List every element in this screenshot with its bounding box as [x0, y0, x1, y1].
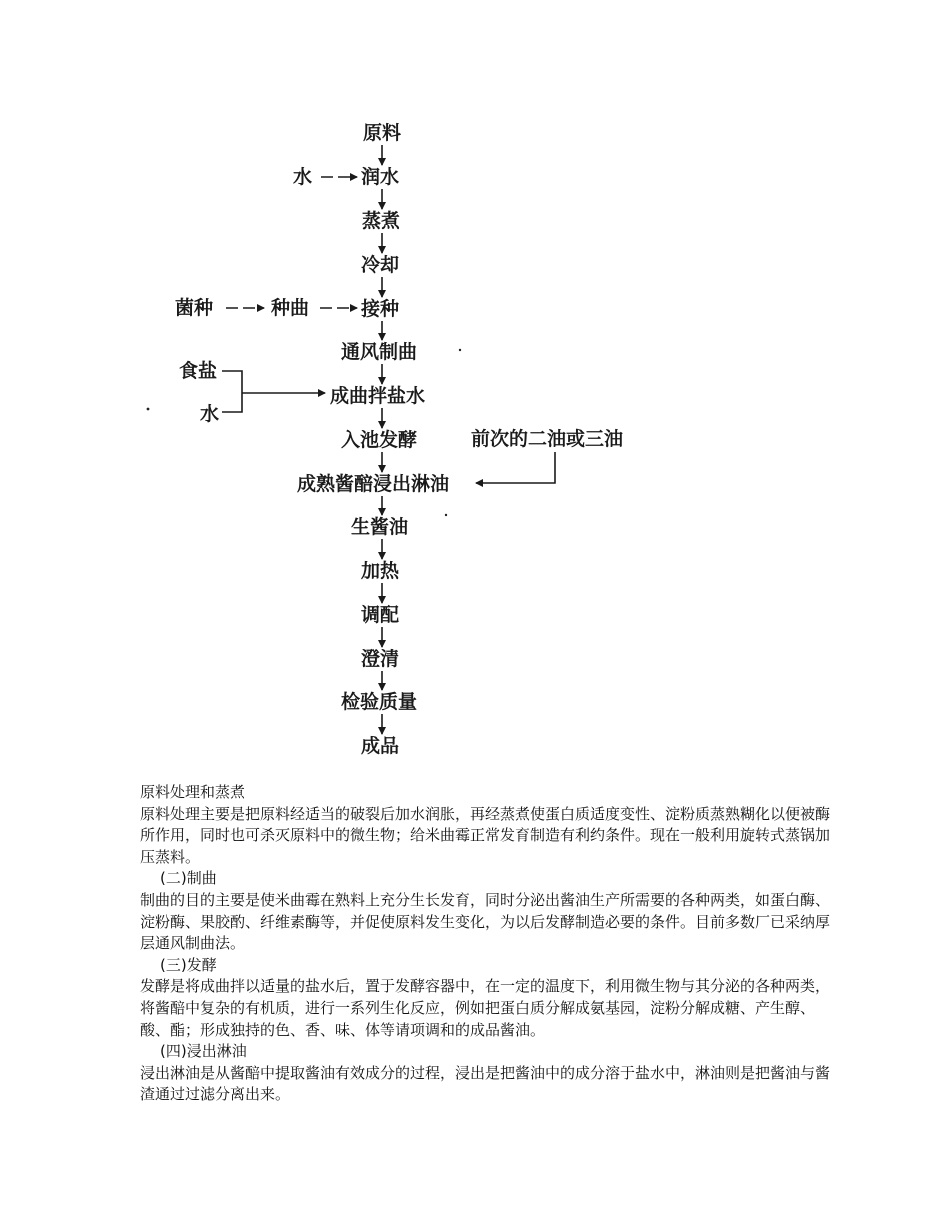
flow-node-steaming: 蒸煮 — [362, 210, 401, 232]
section-paragraph: 原料处理主要是把原料经适当的破裂后加水润胀，再经蒸煮使蛋白质适度变性、淀粉质蒸熟糊化以便被酶所作用，同时也可杀灭原料中的微生物；给米曲霉正常发育制造有利约条件。现在一般利用旋转式蒸锅加压蒸料。 — [140, 804, 831, 866]
flow-node-blending: 调配 — [361, 604, 400, 626]
section-heading: (四)浸出淋油 — [160, 1042, 247, 1061]
flow-node-heating: 加热 — [361, 560, 400, 582]
flow-input-culture: 菌种 — [175, 297, 214, 319]
flow-node-cooling: 冷却 — [361, 254, 400, 276]
section-heading: (三)发酵 — [160, 955, 217, 974]
flow-node-koji-brine-mixing: 成曲拌盐水 — [330, 385, 426, 407]
flow-node-leaching: 成熟酱醅浸出淋油 — [297, 473, 450, 495]
flow-input-seed-koji: 种曲 — [271, 297, 310, 319]
section-paragraph: 发酵是将成曲拌以适量的盐水后，置于发酵容器中，在一定的温度下，利用微生物与其分泌的各种两类，将酱醅中复杂的有机质，进行一系列生化反应，例如把蛋白质分解成氨基园，淀粉分解成糖、产生醇、酸、酯；形成独持的色、香、味、体等请项调和的成品酱油。 — [140, 977, 831, 1039]
section-paragraph: 制曲的目的主要是使米曲霉在熟料上充分生长发育，同时分泌出酱油生产所需要的各种两类，如蛋白酶、淀粉酶、果胶酌、纤维素酶等，并促使原料发生变化，为以后发酵制造必要的条件。目前多数厂已采纳厚层通风制曲法。 — [140, 890, 831, 953]
flow-input-previous-oil: 前次的二油或三油 — [471, 428, 624, 450]
flow-node-raw-material: 原料 — [363, 122, 402, 144]
flow-node-clarifying: 澄清 — [361, 648, 400, 670]
flow-input-water-2: 水 — [200, 403, 220, 425]
section-heading: (二)制曲 — [160, 869, 217, 888]
flow-node-fermentation: 入池发酵 — [341, 429, 418, 451]
flow-input-salt: 食盐 — [179, 360, 218, 382]
flow-node-raw-soy-sauce: 生酱油 — [351, 516, 409, 538]
flow-bracket — [222, 371, 242, 412]
flow-node-koji-making: 通风制曲 — [341, 341, 418, 363]
section-heading: 原料处理和蒸煮 — [140, 783, 246, 801]
flow-node-inoculation: 接种 — [361, 298, 400, 320]
flow-return-line — [476, 452, 555, 483]
flow-node-quality-check: 检验质量 — [341, 691, 418, 713]
section-paragraph: 浸出淋油是从酱醅中提取酱油有效成分的过程，浸出是把酱油中的成分溶于盐水中，淋油则是把酱油与酱渣通过过滤分离出来。 — [140, 1063, 831, 1104]
flow-input-water: 水 — [293, 166, 313, 188]
flow-node-product: 成品 — [361, 735, 400, 757]
process-description — [140, 782, 830, 1106]
flow-node-soaking: 润水 — [361, 166, 400, 188]
